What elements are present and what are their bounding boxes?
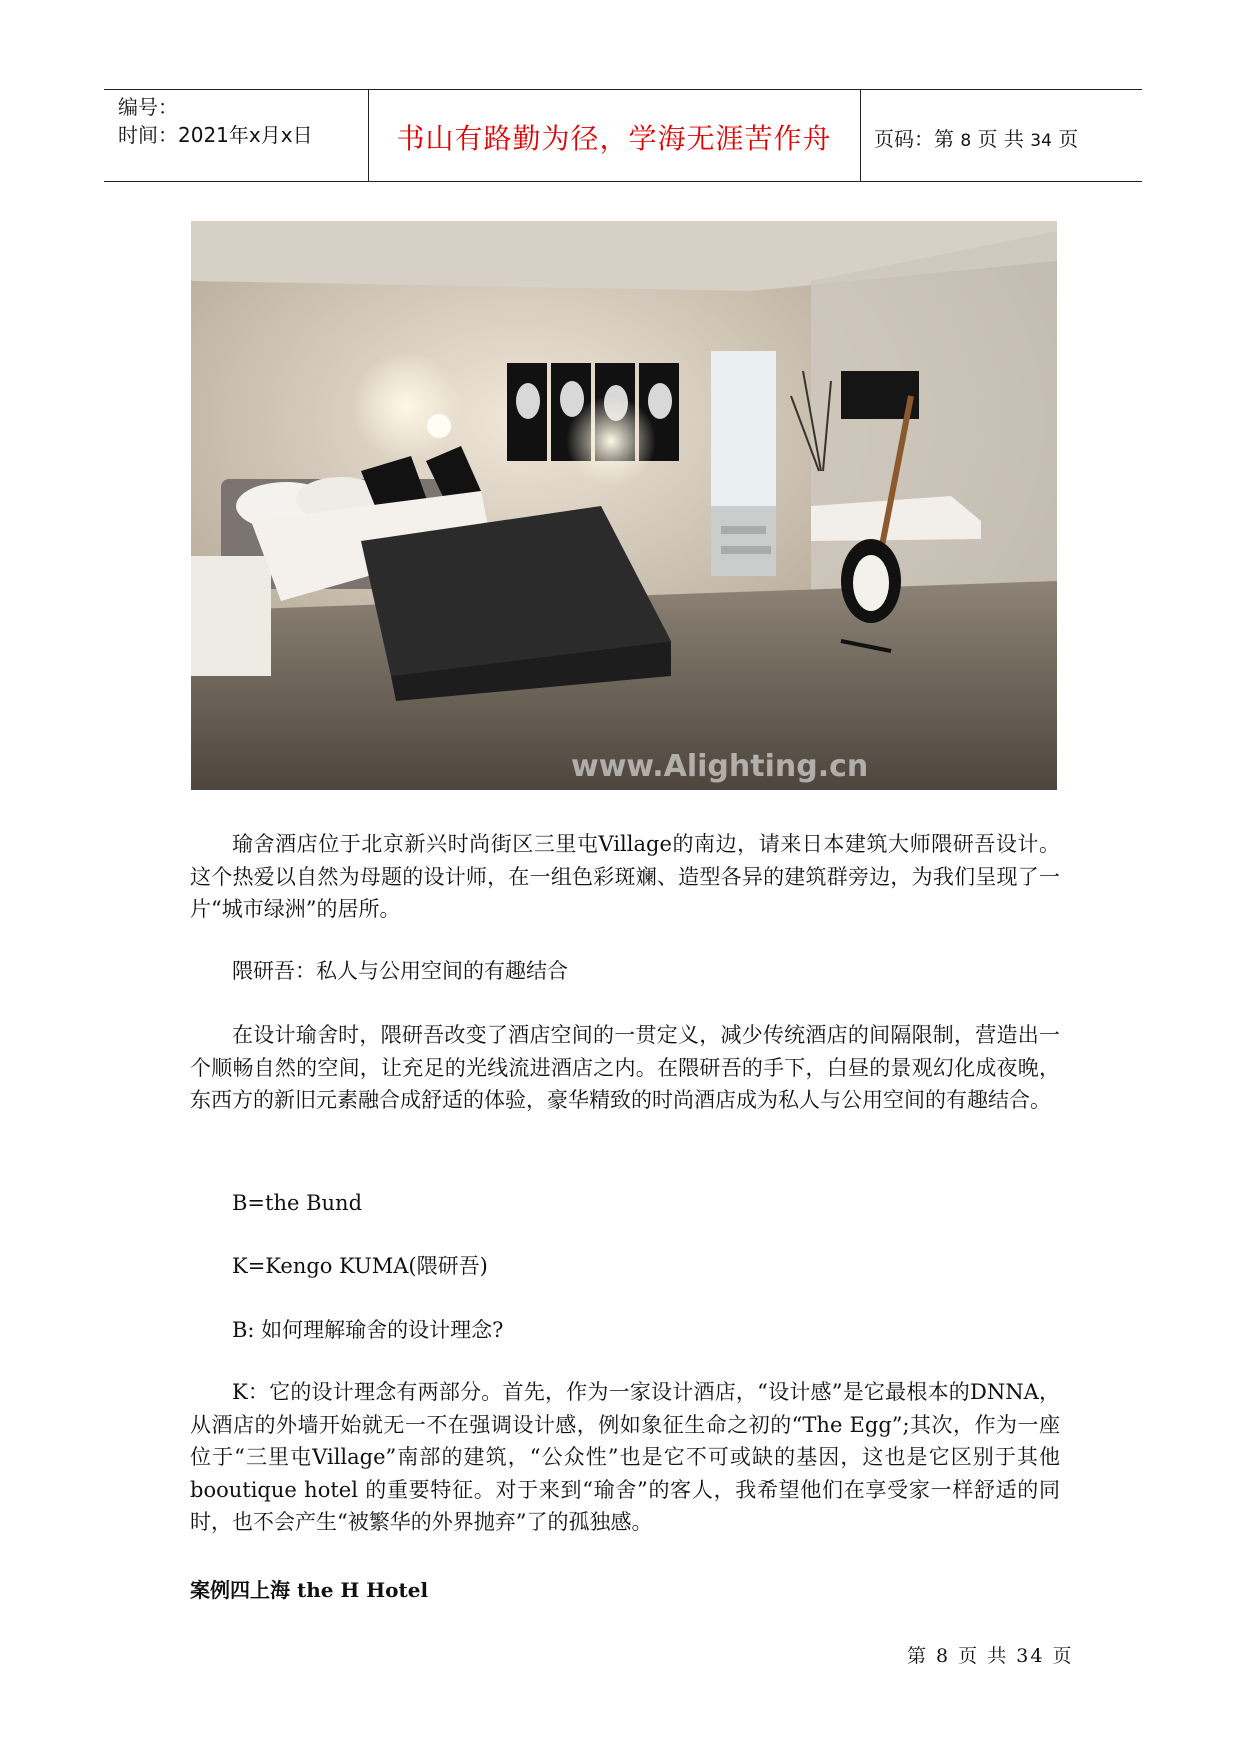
paragraph-1: 瑜舍酒店位于北京新兴时尚街区三里屯Village的南边，请来日本建筑大师隈研吾设计。这个热爱以自然为母题的设计师，在一组色彩斑斓、造型各异的建筑群旁边，为我们呈现了一片“城市绿洲”的居所。 bbox=[190, 832, 1060, 921]
header-top-rule bbox=[104, 89, 1142, 90]
paragraph-2: 隈研吾：私人与公用空间的有趣结合 bbox=[232, 959, 568, 983]
section-heading: 案例四上海 the H Hotel bbox=[190, 1578, 429, 1602]
page-mid: 页 共 bbox=[977, 127, 1024, 151]
paragraph-5: K=Kengo KUMA(隈研吾) bbox=[232, 1254, 488, 1278]
page-total: 34 bbox=[1030, 131, 1052, 151]
page-current: 8 bbox=[960, 131, 972, 151]
paragraph-7: K：它的设计理念有两部分。首先，作为一家设计酒店，“设计感”是它最根本的DNNA，从酒店的外墙开始就无一不在强调设计感，例如象征生命之初的“The Egg”;其次，作为一座位于“三里屯Village”南部的建筑，“公众性”也是它不可或缺的基因，这也是它区别于其他 booutique hotel 的重要特征。对于来到“瑜舍”的客人，我希望他们在享受家一样舒适的同时，也不会产生“被繁华的外界抛弃”了的孤独感。 bbox=[190, 1380, 1060, 1534]
photo-watermark: www.Alighting.cn bbox=[571, 749, 869, 784]
header-bottom-rule bbox=[104, 181, 1142, 182]
page-footer: 第 8 页 共 34 页 bbox=[907, 1645, 1074, 1667]
hotel-room-photo bbox=[191, 221, 1057, 790]
paragraph-6: B: 如何理解瑜舍的设计理念? bbox=[232, 1318, 504, 1342]
page-prefix: 页码：第 bbox=[874, 127, 954, 151]
paragraph-4: B=the Bund bbox=[232, 1191, 363, 1215]
time-label: 时间：2021年x月x日 bbox=[118, 123, 313, 147]
number-label: 编号： bbox=[118, 95, 178, 119]
page-suffix: 页 bbox=[1058, 127, 1079, 151]
paragraph-3: 在设计瑜舍时，隈研吾改变了酒店空间的一贯定义，减少传统酒店的间隔限制，营造出一个顺畅自然的空间，让充足的光线流进酒店之内。在隈研吾的手下，白昼的景观幻化成夜晚，东西方的新旧元素融合成舒适的体验，豪华精致的时尚酒店成为私人与公用空间的有趣结合。 bbox=[190, 1023, 1060, 1112]
header-divider bbox=[860, 89, 861, 182]
page-header bbox=[104, 89, 1142, 182]
header-motto: 书山有路勤为径，学海无涯苦作舟 bbox=[396, 122, 832, 155]
header-page-number bbox=[874, 123, 1078, 152]
header-meta bbox=[118, 93, 313, 149]
